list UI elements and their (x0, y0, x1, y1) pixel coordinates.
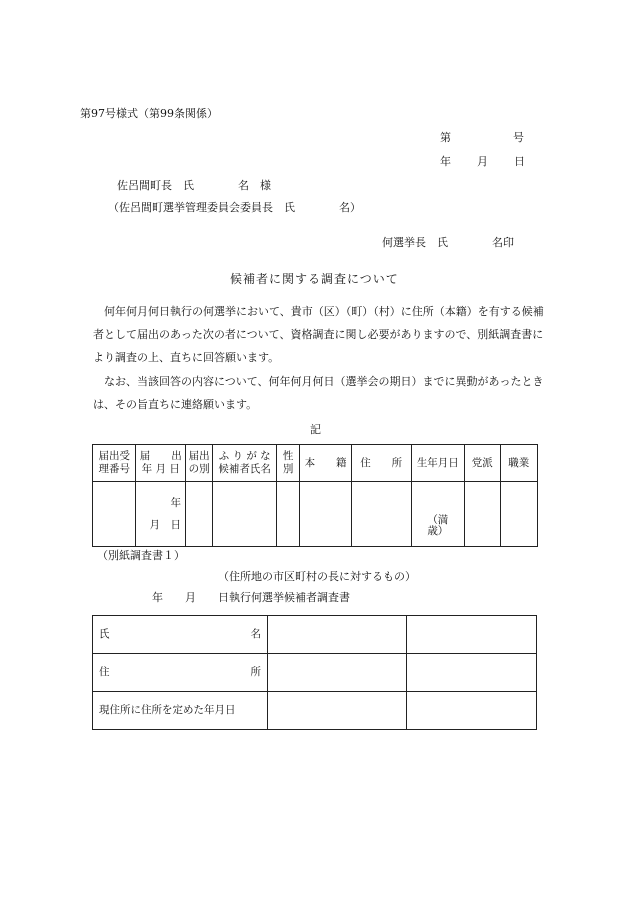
annex-address-b: 所 (250, 666, 261, 679)
ki-marker: 記 (310, 423, 321, 436)
annex-name-b: 名 (250, 628, 261, 641)
header-sex-a: 性 (282, 450, 294, 462)
header-party: 党派 (465, 445, 500, 482)
cell-honseki[interactable] (300, 482, 352, 547)
header-occupation: 職業 (500, 445, 538, 482)
annex-address-a: 住 (99, 666, 110, 679)
table-header-row (93, 445, 538, 482)
annex-note: （住所地の市区町村の長に対するもの） (218, 570, 416, 583)
annex-cell-residence-date-2[interactable] (407, 692, 537, 730)
para2-text: なお、当該回答の内容について、何年何月何日（選挙会の期日）までに異動があったときは、その旨直ちに連絡願います。 (93, 375, 544, 411)
cell-sex[interactable] (277, 482, 300, 547)
header-kind-a: 届出 (188, 450, 210, 462)
header-candidate-name (213, 445, 277, 482)
annex-label-name (93, 616, 268, 654)
candidate-table (92, 444, 538, 547)
cell-party[interactable] (465, 482, 500, 547)
annex-label: （別紙調査書１） (97, 549, 185, 562)
table-row (93, 482, 538, 547)
header-receipt-no-text: 届出受理番号 (98, 450, 130, 475)
header-birthdate: 生年月日 (411, 445, 465, 482)
annex-cell-name-1[interactable] (268, 616, 407, 654)
annex-title: 年 月 日執行何選挙候補者調査書 (152, 591, 350, 604)
form-number: 第97号様式（第99条関係） (80, 107, 218, 120)
cell-month-day-label: 月 日 (149, 519, 182, 531)
annex-cell-residence-date-1[interactable] (268, 692, 407, 730)
document-title: 候補者に関する調査について (230, 272, 399, 286)
header-name-b: 候補者氏名 (218, 463, 271, 475)
addressee-sub: （佐呂間町選挙管理委員会委員長 氏 名） (108, 201, 361, 214)
cell-receipt-no[interactable] (93, 482, 136, 547)
date-year: 年 (440, 155, 451, 168)
cell-address[interactable] (351, 482, 411, 547)
table-row (93, 616, 537, 654)
annex-label-address (93, 654, 268, 692)
cell-filing-date[interactable] (136, 482, 186, 547)
doc-no-suffix: 号 (513, 131, 524, 144)
cell-kind[interactable] (186, 482, 213, 547)
body-paragraph-1 (93, 300, 553, 369)
annex-cell-address-1[interactable] (268, 654, 407, 692)
addressee: 佐呂間町長 氏 名 様 (117, 179, 271, 192)
header-kind-b: の別 (188, 463, 210, 475)
cell-year-label: 年 (170, 497, 182, 509)
header-sex-b: 別 (282, 463, 294, 475)
header-honseki: 本 籍 (300, 445, 352, 482)
cell-birthdate[interactable] (411, 482, 470, 547)
annex-cell-address-2[interactable] (407, 654, 537, 692)
cell-age-label: （満 歳） (427, 514, 470, 537)
header-filing-date (136, 445, 186, 482)
table-row (93, 692, 537, 730)
header-receipt-no (93, 445, 136, 482)
document-number-row (440, 132, 524, 143)
header-filing-date-a: 届 出 (139, 450, 182, 462)
annex-label-residence-date: 現住所に住所を定めた年月日 (93, 692, 268, 730)
annex-name-a: 氏 (99, 628, 110, 641)
annex-survey-table (92, 615, 537, 730)
body-paragraph-2 (93, 370, 553, 416)
cell-candidate-name[interactable] (213, 482, 277, 547)
table-row (93, 654, 537, 692)
annex-cell-name-2[interactable] (407, 616, 537, 654)
para1-text: 何年何月何日執行の何選挙において、貴市（区）（町）（村）に住所（本籍）を有する候補者として届出のあった次の者について、資格調査に関し必要がありますので、別紙調査書により調査の上、直ちに回答願います。 (93, 305, 544, 364)
doc-no-prefix: 第 (440, 131, 451, 144)
date-month: 月 (477, 155, 488, 168)
sender: 何選挙長 氏 名印 (382, 236, 514, 249)
header-name-a: ふ り が な (218, 450, 271, 462)
header-kind (186, 445, 213, 482)
date-day: 日 (514, 155, 525, 168)
date-row (440, 156, 525, 167)
cell-occupation[interactable] (500, 482, 538, 547)
header-address: 住 所 (351, 445, 411, 482)
header-filing-date-b: 年 月 日 (141, 463, 180, 475)
header-sex (277, 445, 300, 482)
